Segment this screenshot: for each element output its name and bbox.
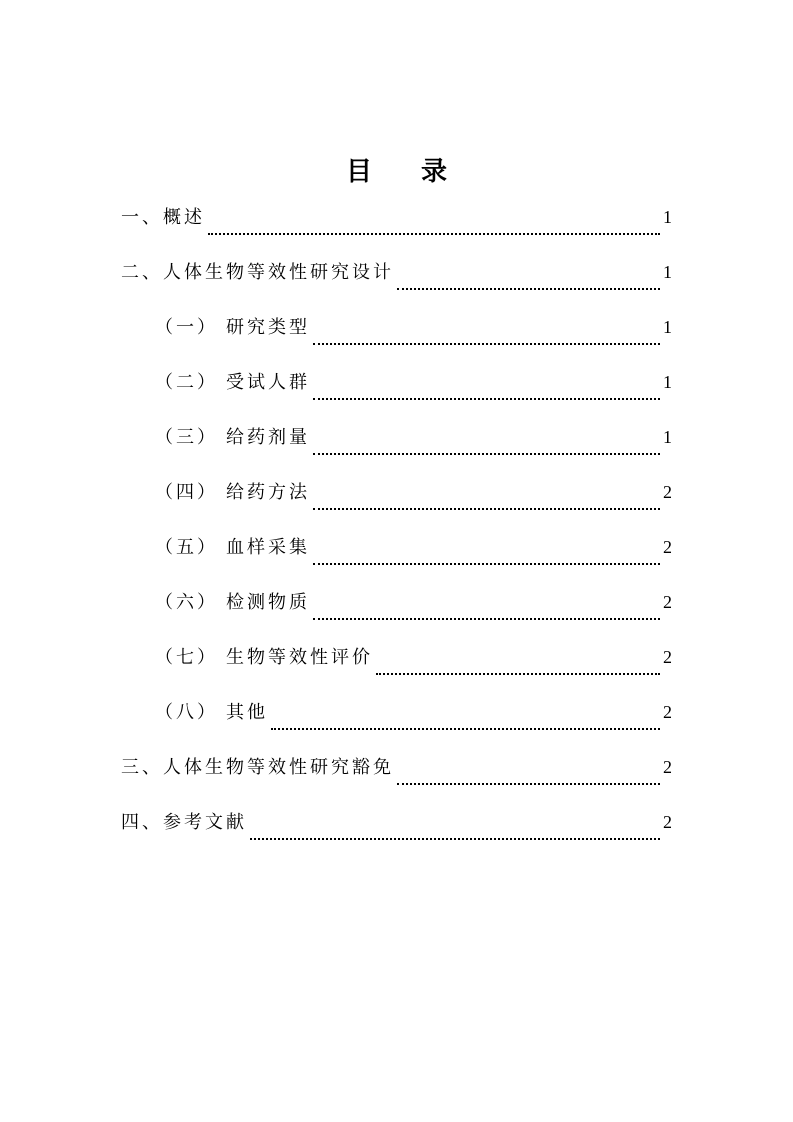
toc-entry-prefix: （二） xyxy=(155,372,218,393)
toc-entry-text xyxy=(155,586,310,620)
toc-entry-label: 人体生物等效性研究设计 xyxy=(163,262,394,283)
dot-leader xyxy=(313,618,660,620)
toc-entry[interactable] xyxy=(121,640,672,695)
toc-entry-text xyxy=(155,696,268,730)
toc-entry-page: 1 xyxy=(663,427,672,447)
toc-entry-prefix: （三） xyxy=(155,427,218,448)
toc-entry[interactable] xyxy=(121,750,672,805)
toc-entry-text xyxy=(121,806,247,840)
dot-leader xyxy=(313,563,660,565)
toc-entry[interactable] xyxy=(121,805,672,860)
dot-leader xyxy=(376,673,660,675)
toc-entry[interactable] xyxy=(121,475,672,530)
toc-entry[interactable] xyxy=(121,255,672,310)
toc-entry-label: 人体生物等效性研究豁免 xyxy=(163,757,394,778)
dot-leader xyxy=(313,343,660,345)
toc-entry-text xyxy=(155,476,310,510)
toc-entry-prefix: （五） xyxy=(155,537,218,558)
toc-entry-label: 其他 xyxy=(226,702,268,723)
toc-entry-text xyxy=(155,421,310,455)
toc-entry-prefix: 二、 xyxy=(121,262,163,283)
toc-entry-page: 1 xyxy=(663,372,672,392)
dot-leader xyxy=(313,508,660,510)
toc-entry-label: 参考文献 xyxy=(163,812,247,833)
toc-entry-label: 血样采集 xyxy=(226,537,310,558)
toc-entry-text xyxy=(155,366,310,400)
toc-entry-label: 给药剂量 xyxy=(226,427,310,448)
dot-leader xyxy=(397,783,660,785)
toc-entry-text xyxy=(155,311,310,345)
toc-entry-label: 受试人群 xyxy=(226,372,310,393)
toc-entry-prefix: （七） xyxy=(155,647,218,668)
toc-entry-prefix: （一） xyxy=(155,317,218,338)
toc-entry[interactable] xyxy=(121,695,672,750)
toc-entry-prefix: （六） xyxy=(155,592,218,613)
page-title: 目 录 xyxy=(345,157,468,187)
toc-entry-page: 2 xyxy=(663,592,672,612)
dot-leader xyxy=(208,233,660,235)
dot-leader xyxy=(313,453,660,455)
toc-entry[interactable] xyxy=(121,420,672,475)
toc-entry[interactable] xyxy=(121,585,672,640)
toc-entry-page: 2 xyxy=(663,647,672,667)
toc-entry-label: 概述 xyxy=(163,207,205,228)
toc-entry-label: 给药方法 xyxy=(226,482,310,503)
dot-leader xyxy=(397,288,660,290)
toc-entry-prefix: 三、 xyxy=(121,757,163,778)
toc-entry-page: 1 xyxy=(663,207,672,227)
toc-entry-page: 2 xyxy=(663,812,672,832)
table-of-contents xyxy=(121,200,672,860)
toc-entry-prefix: 四、 xyxy=(121,812,163,833)
toc-entry-prefix: （八） xyxy=(155,702,218,723)
toc-entry-page: 2 xyxy=(663,537,672,557)
toc-entry-text xyxy=(121,751,394,785)
toc-entry-page: 2 xyxy=(663,702,672,722)
toc-entry-text xyxy=(155,641,373,675)
toc-entry-text xyxy=(121,256,394,290)
toc-entry-label: 生物等效性评价 xyxy=(226,647,373,668)
toc-entry-page: 1 xyxy=(663,317,672,337)
dot-leader xyxy=(271,728,660,730)
dot-leader xyxy=(313,398,660,400)
toc-entry-page: 1 xyxy=(663,262,672,282)
toc-entry-page: 2 xyxy=(663,757,672,777)
dot-leader xyxy=(250,838,660,840)
toc-entry[interactable] xyxy=(121,365,672,420)
toc-entry-text xyxy=(155,531,310,565)
toc-entry-page: 2 xyxy=(663,482,672,502)
toc-entry[interactable] xyxy=(121,200,672,255)
toc-entry-prefix: （四） xyxy=(155,482,218,503)
toc-entry[interactable] xyxy=(121,310,672,365)
toc-entry-label: 检测物质 xyxy=(226,592,310,613)
toc-entry-label: 研究类型 xyxy=(226,317,310,338)
toc-entry-text xyxy=(121,201,205,235)
toc-entry[interactable] xyxy=(121,530,672,585)
toc-entry-prefix: 一、 xyxy=(121,207,163,228)
